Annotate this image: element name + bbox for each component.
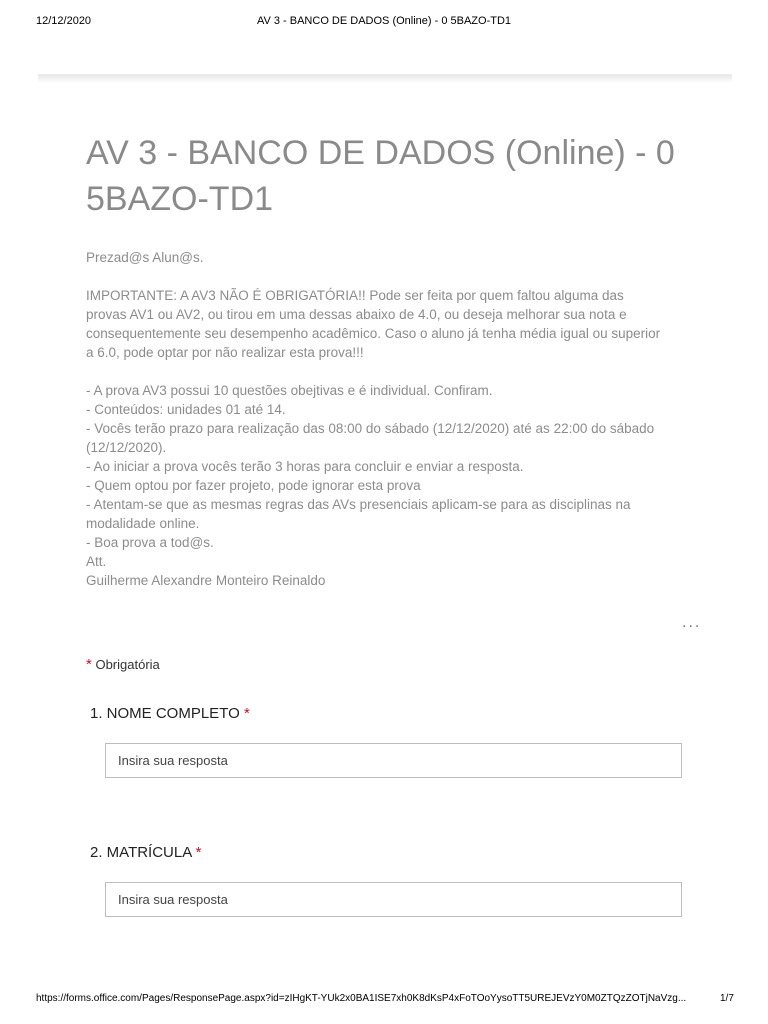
description-author: Guilherme Alexandre Monteiro Reinaldo <box>86 573 326 588</box>
print-footer <box>0 993 768 1009</box>
description-important: IMPORTANTE: A AV3 NÃO É OBRIGATÓRIA!! Pode ser feita por quem faltou alguma das provas AV1 ou AV2, ou tirou em uma dessas abaixo de 4.0, ou deseja melhorar sua nota e consequentemente seu desempenho acadêmico. Caso o aluno já tenha média igual ou superior a 6.0, pode optar por não realizar esta prova!!! <box>86 288 661 360</box>
description-item: - Vocês terão prazo para realização das 08:00 do sábado (12/12/2020) até as 22:00 do sábado (12/12/2020). <box>86 421 655 455</box>
question-2-title <box>90 844 201 861</box>
description-item: - Atentam-se que as mesmas regras das AVs presenciais aplicam-se para as disciplinas na modalidade online. <box>86 497 631 531</box>
question-1-label: 1. NOME COMPLETO <box>90 705 240 722</box>
more-options-icon[interactable]: ... <box>682 614 702 631</box>
required-asterisk: * <box>86 656 92 673</box>
print-page-number: 1/7 <box>720 993 734 1004</box>
registration-number-input[interactable] <box>105 882 682 917</box>
print-page-title: AV 3 - BANCO DE DADOS (Online) - 0 5BAZO-TD1 <box>256 15 512 27</box>
description-greeting: Prezad@s Alun@s. <box>86 250 204 265</box>
question-1-title <box>90 705 250 722</box>
description-item: - Ao iniciar a prova vocês terão 3 horas para concluir e enviar a resposta. <box>86 459 524 474</box>
description-signoff: Att. <box>86 554 107 569</box>
form-card-edge <box>38 74 732 83</box>
description-item: - Conteúdos: unidades 01 até 14. <box>86 402 286 417</box>
print-url: https://forms.office.com/Pages/ResponsePage.aspx?id=zIHgKT-YUk2x0BA1ISE7xh0K8dKsP4xFoTOoYysoTT5UREJEVzY0M0ZTQzZOTjNaVzg... <box>36 993 687 1004</box>
required-note-label: Obrigatória <box>95 657 160 672</box>
required-asterisk: * <box>195 844 202 861</box>
description-item: - Quem optou por fazer projeto, pode ignorar esta prova <box>86 478 421 493</box>
full-name-input[interactable] <box>105 743 682 778</box>
form-description <box>86 248 666 590</box>
description-item: - Boa prova a tod@s. <box>86 535 214 550</box>
print-header <box>0 15 768 31</box>
question-2-label: 2. MATRÍCULA <box>90 844 192 861</box>
required-legend <box>86 656 160 673</box>
form-title: AV 3 - BANCO DE DADOS (Online) - 0 5BAZO-TD1 <box>86 134 675 218</box>
required-asterisk: * <box>243 705 250 722</box>
description-item: - A prova AV3 possui 10 questões obejtivas e é individual. Confiram. <box>86 383 493 398</box>
print-date: 12/12/2020 <box>36 15 92 27</box>
